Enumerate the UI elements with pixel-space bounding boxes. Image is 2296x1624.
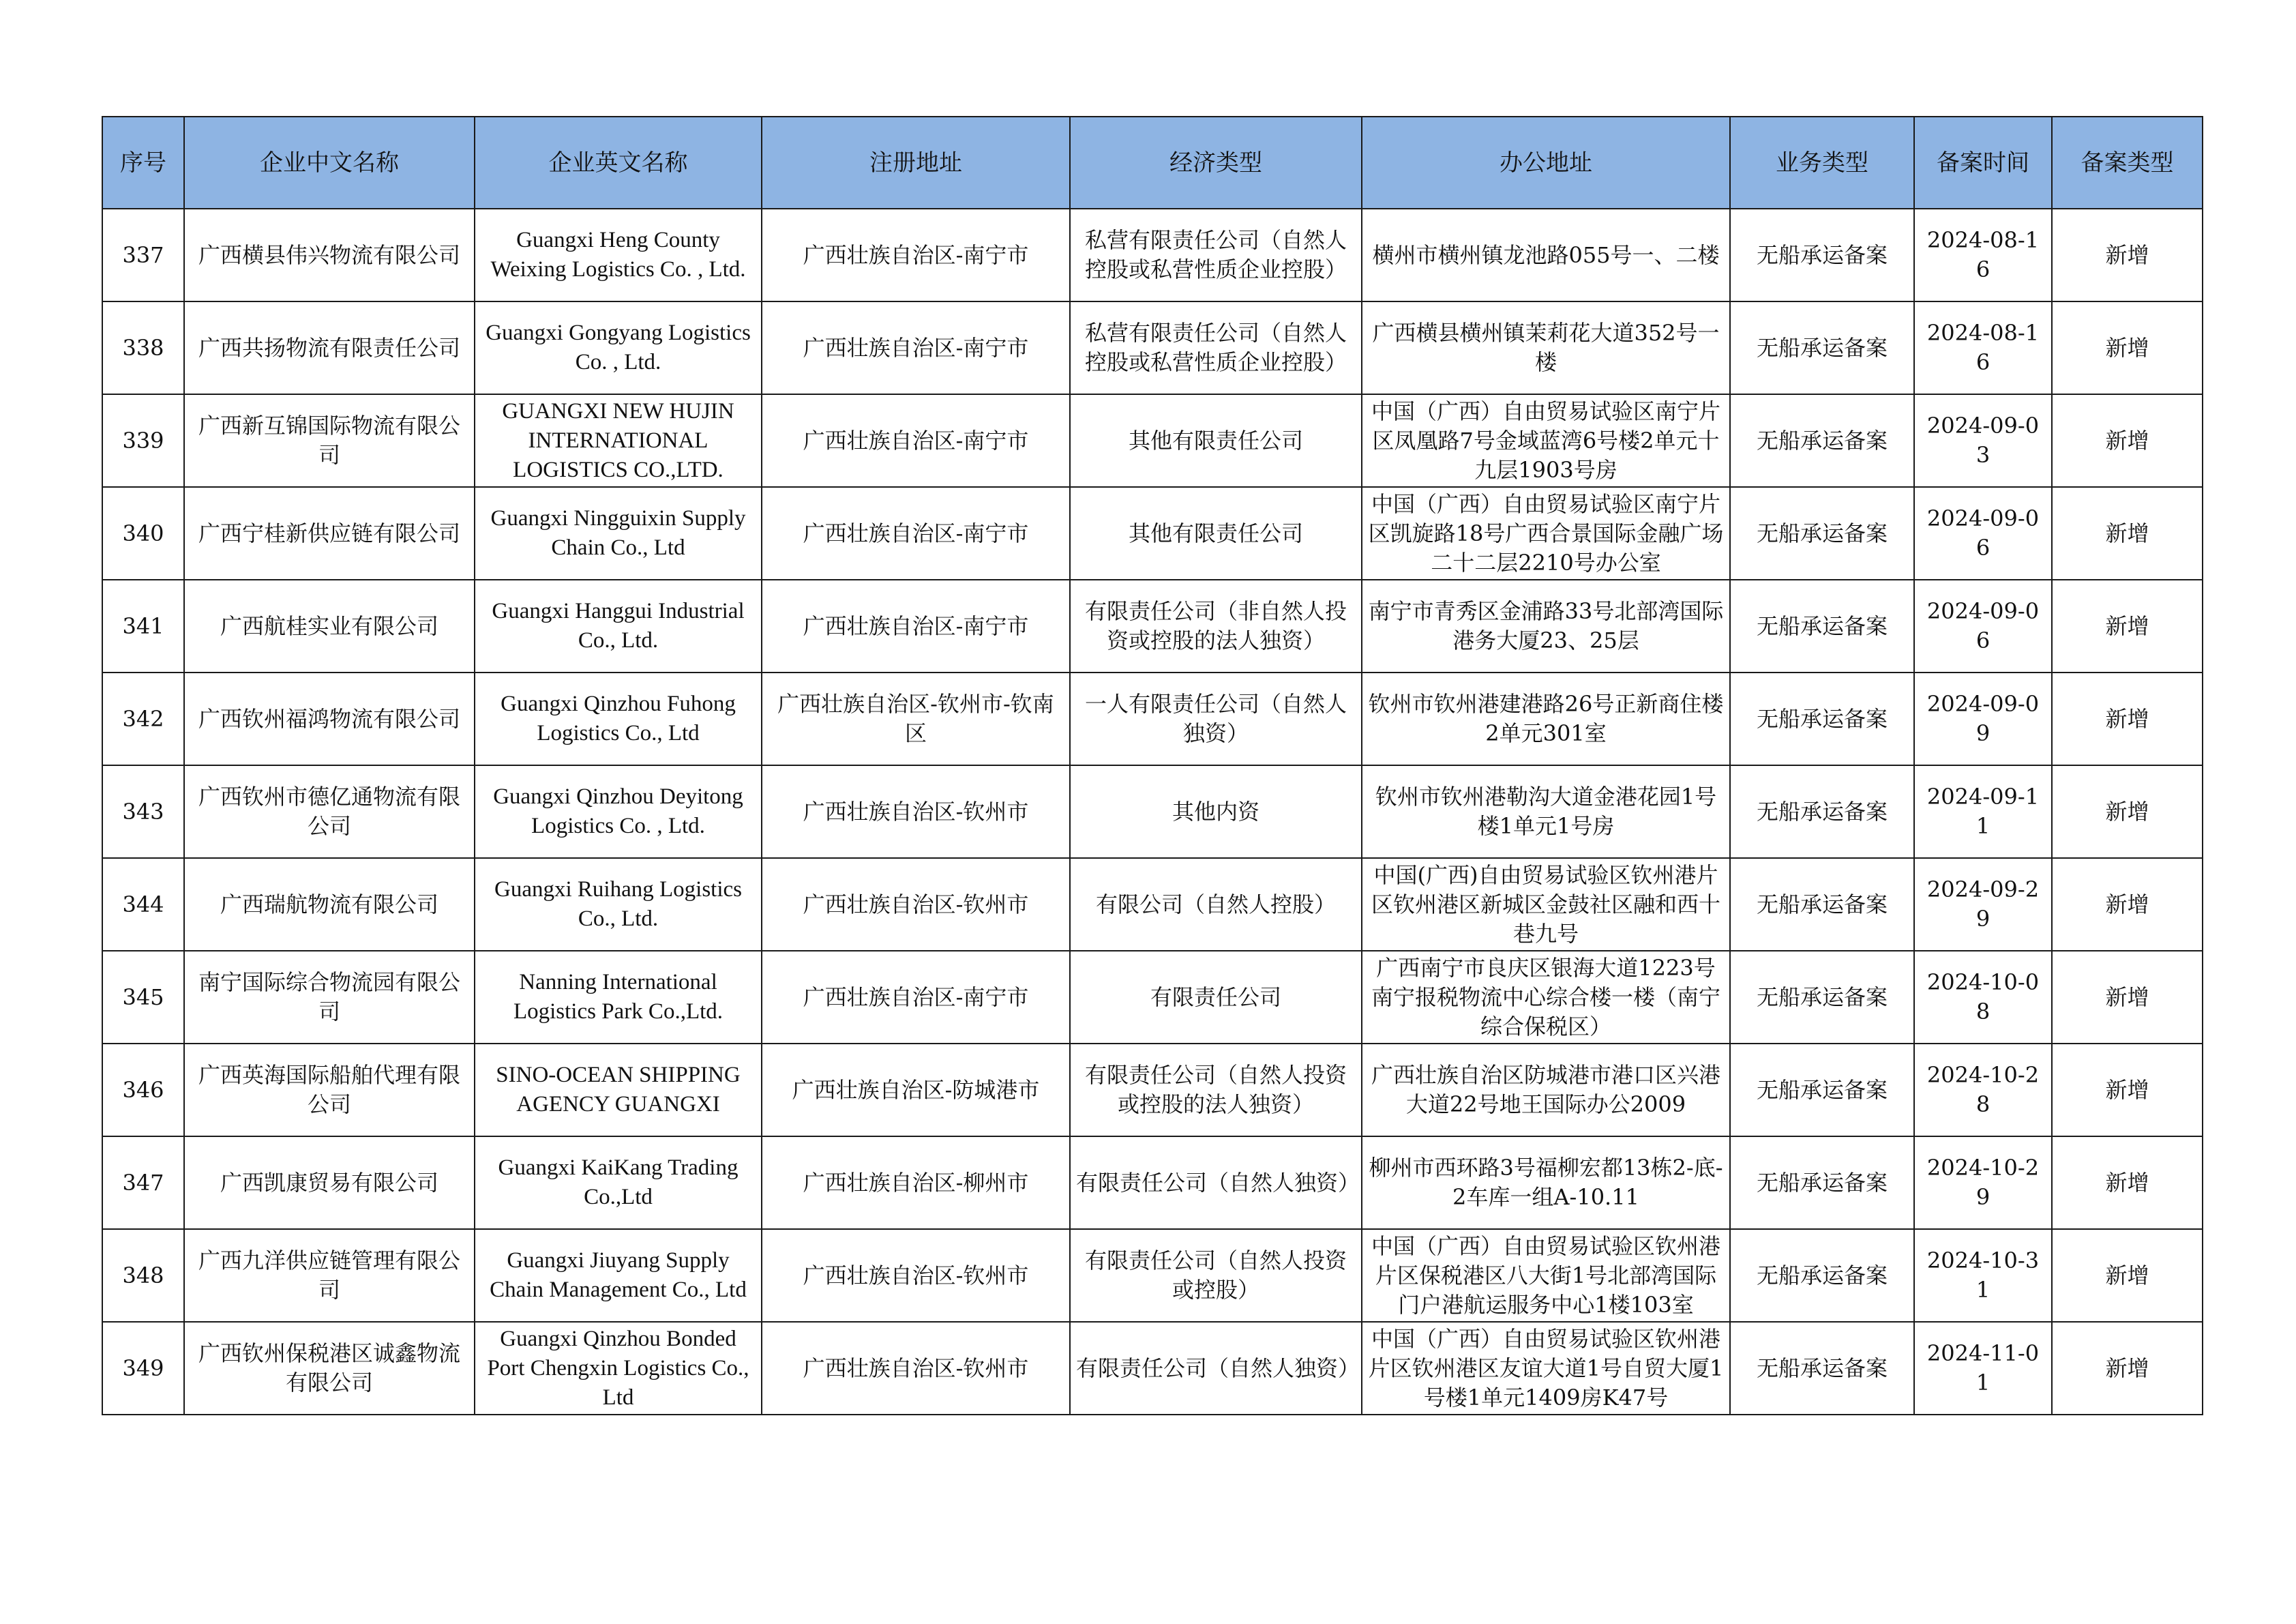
filing-date-cell: 2024-08-16: [1914, 209, 2052, 301]
filing-date-cell: 2024-09-09: [1914, 673, 2052, 765]
registered-address-cell: 广西壮族自治区-柳州市: [762, 1136, 1070, 1229]
filing-type-cell: 新增: [2052, 951, 2203, 1044]
header-filing-type: 备案类型: [2052, 117, 2203, 209]
economic-type-cell: 私营有限责任公司（自然人控股或私营性质企业控股）: [1070, 301, 1362, 394]
company-chinese-name-cell: 广西凯康贸易有限公司: [184, 1136, 475, 1229]
business-type-cell: 无船承运备案: [1730, 1322, 1914, 1415]
registered-address-cell: 广西壮族自治区-南宁市: [762, 487, 1070, 580]
table-row: [102, 487, 2203, 580]
registered-address-cell: 广西壮族自治区-钦州市: [762, 858, 1070, 951]
economic-type-cell: 私营有限责任公司（自然人控股或私营性质企业控股）: [1070, 209, 1362, 301]
filing-type-cell: 新增: [2052, 673, 2203, 765]
company-english-name-cell: Guangxi Hanggui Industrial Co., Ltd.: [475, 580, 762, 673]
business-type-cell: 无船承运备案: [1730, 858, 1914, 951]
office-address-cell: 横州市横州镇龙池路055号一、二楼: [1362, 209, 1730, 301]
company-english-name-cell: Guangxi Qinzhou Deyitong Logistics Co. , Ltd.: [475, 765, 762, 858]
filing-type-cell: 新增: [2052, 394, 2203, 487]
company-chinese-name-cell: 广西钦州保税港区诚鑫物流有限公司: [184, 1322, 475, 1415]
filing-date-cell: 2024-09-06: [1914, 580, 2052, 673]
office-address-cell: 钦州市钦州港建港路26号正新商住楼2单元301室: [1362, 673, 1730, 765]
company-chinese-name-cell: 广西英海国际船舶代理有限公司: [184, 1044, 475, 1136]
business-type-cell: 无船承运备案: [1730, 673, 1914, 765]
serial-number-cell: 347: [102, 1136, 184, 1229]
header-business-type: 业务类型: [1730, 117, 1914, 209]
office-address-cell: 广西壮族自治区防城港市港口区兴港大道22号地王国际办公2009: [1362, 1044, 1730, 1136]
company-chinese-name-cell: 广西共扬物流有限责任公司: [184, 301, 475, 394]
filing-type-cell: 新增: [2052, 1044, 2203, 1136]
company-chinese-name-cell: 广西钦州市德亿通物流有限公司: [184, 765, 475, 858]
serial-number-cell: 341: [102, 580, 184, 673]
company-chinese-name-cell: 广西横县伟兴物流有限公司: [184, 209, 475, 301]
serial-number-cell: 344: [102, 858, 184, 951]
economic-type-cell: 其他有限责任公司: [1070, 394, 1362, 487]
serial-number-cell: 339: [102, 394, 184, 487]
filing-type-cell: 新增: [2052, 765, 2203, 858]
company-chinese-name-cell: 广西九洋供应链管理有限公司: [184, 1229, 475, 1322]
table-row: [102, 765, 2203, 858]
company-chinese-name-cell: 南宁国际综合物流园有限公司: [184, 951, 475, 1044]
business-type-cell: 无船承运备案: [1730, 487, 1914, 580]
business-type-cell: 无船承运备案: [1730, 209, 1914, 301]
company-english-name-cell: GUANGXI NEW HUJIN INTERNATIONAL LOGISTICS CO.,LTD.: [475, 394, 762, 487]
office-address-cell: 中国(广西)自由贸易试验区钦州港片区钦州港区新城区金鼓社区融和西十巷九号: [1362, 858, 1730, 951]
business-type-cell: 无船承运备案: [1730, 765, 1914, 858]
economic-type-cell: 有限责任公司（自然人投资或控股的法人独资）: [1070, 1044, 1362, 1136]
office-address-cell: 中国（广西）自由贸易试验区钦州港片区保税港区八大街1号北部湾国际门户港航运服务中心1楼103室: [1362, 1229, 1730, 1322]
economic-type-cell: 其他有限责任公司: [1070, 487, 1362, 580]
serial-number-cell: 340: [102, 487, 184, 580]
economic-type-cell: 有限责任公司（自然人投资或控股）: [1070, 1229, 1362, 1322]
serial-number-cell: 343: [102, 765, 184, 858]
table-row: [102, 1044, 2203, 1136]
office-address-cell: 广西南宁市良庆区银海大道1223号南宁报税物流中心综合楼一楼（南宁综合保税区）: [1362, 951, 1730, 1044]
filing-type-cell: 新增: [2052, 580, 2203, 673]
serial-number-cell: 348: [102, 1229, 184, 1322]
table-row: [102, 301, 2203, 394]
economic-type-cell: 其他内资: [1070, 765, 1362, 858]
registered-address-cell: 广西壮族自治区-防城港市: [762, 1044, 1070, 1136]
company-english-name-cell: Guangxi Ruihang Logistics Co., Ltd.: [475, 858, 762, 951]
company-chinese-name-cell: 广西瑞航物流有限公司: [184, 858, 475, 951]
table-header-row: [102, 117, 2203, 209]
filing-type-cell: 新增: [2052, 858, 2203, 951]
company-english-name-cell: Guangxi Qinzhou Fuhong Logistics Co., Ltd: [475, 673, 762, 765]
filing-type-cell: 新增: [2052, 1322, 2203, 1415]
header-economic-type: 经济类型: [1070, 117, 1362, 209]
office-address-cell: 中国（广西）自由贸易试验区钦州港片区钦州港区友谊大道1号自贸大厦1号楼1单元1409房K47号: [1362, 1322, 1730, 1415]
economic-type-cell: 有限责任公司: [1070, 951, 1362, 1044]
header-company-chinese-name: 企业中文名称: [184, 117, 475, 209]
company-english-name-cell: Guangxi Heng County Weixing Logistics Co. , Ltd.: [475, 209, 762, 301]
table-row: [102, 209, 2203, 301]
company-english-name-cell: Guangxi Gongyang Logistics Co. , Ltd.: [475, 301, 762, 394]
company-english-name-cell: Nanning International Logistics Park Co.,Ltd.: [475, 951, 762, 1044]
company-english-name-cell: Guangxi Ningguixin Supply Chain Co., Ltd: [475, 487, 762, 580]
header-company-english-name: 企业英文名称: [475, 117, 762, 209]
serial-number-cell: 337: [102, 209, 184, 301]
filing-date-cell: 2024-10-29: [1914, 1136, 2052, 1229]
serial-number-cell: 346: [102, 1044, 184, 1136]
serial-number-cell: 342: [102, 673, 184, 765]
business-type-cell: 无船承运备案: [1730, 951, 1914, 1044]
registered-address-cell: 广西壮族自治区-南宁市: [762, 394, 1070, 487]
business-type-cell: 无船承运备案: [1730, 580, 1914, 673]
registered-address-cell: 广西壮族自治区-南宁市: [762, 301, 1070, 394]
filing-date-cell: 2024-09-11: [1914, 765, 2052, 858]
serial-number-cell: 345: [102, 951, 184, 1044]
filing-date-cell: 2024-09-29: [1914, 858, 2052, 951]
business-type-cell: 无船承运备案: [1730, 1229, 1914, 1322]
filing-date-cell: 2024-09-03: [1914, 394, 2052, 487]
filing-date-cell: 2024-10-31: [1914, 1229, 2052, 1322]
filing-date-cell: 2024-11-01: [1914, 1322, 2052, 1415]
serial-number-cell: 338: [102, 301, 184, 394]
filing-date-cell: 2024-08-16: [1914, 301, 2052, 394]
registered-address-cell: 广西壮族自治区-南宁市: [762, 209, 1070, 301]
registered-address-cell: 广西壮族自治区-南宁市: [762, 951, 1070, 1044]
business-type-cell: 无船承运备案: [1730, 394, 1914, 487]
table-row: [102, 858, 2203, 951]
company-chinese-name-cell: 广西宁桂新供应链有限公司: [184, 487, 475, 580]
business-type-cell: 无船承运备案: [1730, 1136, 1914, 1229]
registered-address-cell: 广西壮族自治区-钦州市: [762, 1229, 1070, 1322]
office-address-cell: 钦州市钦州港勒沟大道金港花园1号楼1单元1号房: [1362, 765, 1730, 858]
filing-type-cell: 新增: [2052, 487, 2203, 580]
business-type-cell: 无船承运备案: [1730, 1044, 1914, 1136]
company-english-name-cell: Guangxi KaiKang Trading Co.,Ltd: [475, 1136, 762, 1229]
office-address-cell: 柳州市西环路3号福柳宏都13栋2-底-2车库一组A-10.11: [1362, 1136, 1730, 1229]
registered-address-cell: 广西壮族自治区-钦州市: [762, 1322, 1070, 1415]
filing-type-cell: 新增: [2052, 301, 2203, 394]
header-registered-address: 注册地址: [762, 117, 1070, 209]
office-address-cell: 广西横县横州镇茉莉花大道352号一楼: [1362, 301, 1730, 394]
economic-type-cell: 一人有限责任公司（自然人独资）: [1070, 673, 1362, 765]
economic-type-cell: 有限责任公司（自然人独资）: [1070, 1322, 1362, 1415]
table-row: [102, 580, 2203, 673]
table-row: [102, 1136, 2203, 1229]
company-english-name-cell: Guangxi Qinzhou Bonded Port Chengxin Logistics Co., Ltd: [475, 1322, 762, 1415]
header-office-address: 办公地址: [1362, 117, 1730, 209]
economic-type-cell: 有限责任公司（自然人独资）: [1070, 1136, 1362, 1229]
registered-address-cell: 广西壮族自治区-南宁市: [762, 580, 1070, 673]
table-row: [102, 1322, 2203, 1415]
header-filing-date: 备案时间: [1914, 117, 2052, 209]
economic-type-cell: 有限责任公司（非自然人投资或控股的法人独资）: [1070, 580, 1362, 673]
filing-date-cell: 2024-10-08: [1914, 951, 2052, 1044]
header-serial-number: 序号: [102, 117, 184, 209]
office-address-cell: 中国（广西）自由贸易试验区南宁片区凯旋路18号广西合景国际金融广场二十二层2210号办公室: [1362, 487, 1730, 580]
table-row: [102, 394, 2203, 487]
company-chinese-name-cell: 广西钦州福鸿物流有限公司: [184, 673, 475, 765]
company-chinese-name-cell: 广西航桂实业有限公司: [184, 580, 475, 673]
company-english-name-cell: SINO-OCEAN SHIPPING AGENCY GUANGXI: [475, 1044, 762, 1136]
company-english-name-cell: Guangxi Jiuyang Supply Chain Management Co., Ltd: [475, 1229, 762, 1322]
table-row: [102, 951, 2203, 1044]
filing-type-cell: 新增: [2052, 1229, 2203, 1322]
office-address-cell: 南宁市青秀区金浦路33号北部湾国际港务大厦23、25层: [1362, 580, 1730, 673]
filing-type-cell: 新增: [2052, 209, 2203, 301]
economic-type-cell: 有限公司（自然人控股）: [1070, 858, 1362, 951]
office-address-cell: 中国（广西）自由贸易试验区南宁片区凤凰路7号金域蓝湾6号楼2单元十九层1903号房: [1362, 394, 1730, 487]
business-type-cell: 无船承运备案: [1730, 301, 1914, 394]
enterprise-registry-table: [102, 116, 2203, 1415]
filing-date-cell: 2024-09-06: [1914, 487, 2052, 580]
company-chinese-name-cell: 广西新互锦国际物流有限公司: [184, 394, 475, 487]
filing-type-cell: 新增: [2052, 1136, 2203, 1229]
registered-address-cell: 广西壮族自治区-钦州市-钦南区: [762, 673, 1070, 765]
table-row: [102, 1229, 2203, 1322]
registered-address-cell: 广西壮族自治区-钦州市: [762, 765, 1070, 858]
serial-number-cell: 349: [102, 1322, 184, 1415]
filing-date-cell: 2024-10-28: [1914, 1044, 2052, 1136]
table-row: [102, 673, 2203, 765]
